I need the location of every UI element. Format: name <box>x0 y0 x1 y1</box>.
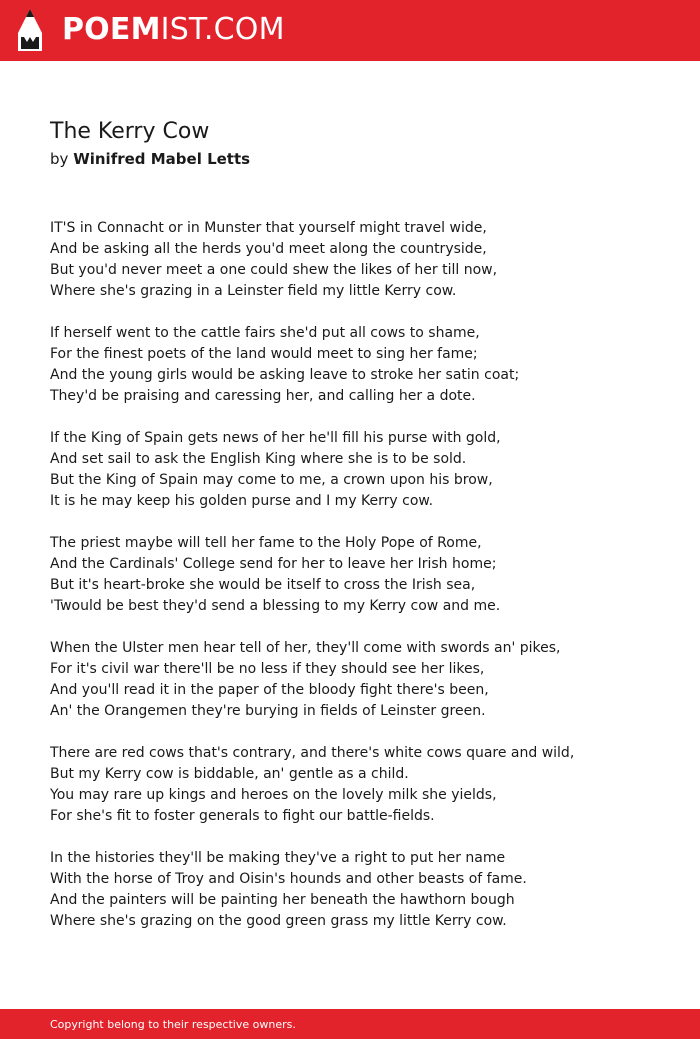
poem-line: If herself went to the cattle fairs she'd put all cows to shame, <box>50 325 480 341</box>
poem-author: Winifred Mabel Letts <box>73 150 251 168</box>
pencil-tip-icon[interactable] <box>18 9 42 51</box>
logo-light-text: IST.COM <box>160 12 285 47</box>
logo-bold-text: POEM <box>62 12 161 47</box>
poem-line: But my Kerry cow is biddable, an' gentle as a child. <box>50 766 409 782</box>
stanza <box>50 428 670 512</box>
poem-line: And the young girls would be asking leave to stroke her satin coat; <box>50 367 520 383</box>
site-logo[interactable] <box>62 12 285 48</box>
poem-line: Where she's grazing in a Leinster field my little Kerry cow. <box>50 283 457 299</box>
poem-line: And be asking all the herds you'd meet along the countryside, <box>50 241 487 257</box>
poem-body <box>50 218 670 953</box>
poem-line: IT'S in Connacht or in Munster that yourself might travel wide, <box>50 220 487 236</box>
poem-line: And set sail to ask the English King where she is to be sold. <box>50 451 467 467</box>
poem-title: The Kerry Cow <box>50 119 210 144</box>
stanza <box>50 638 670 722</box>
poem-line: But the King of Spain may come to me, a crown upon his brow, <box>50 472 493 488</box>
poem-line: And you'll read it in the paper of the bloody fight there's been, <box>50 682 489 698</box>
poem-line: They'd be praising and caressing her, and calling her a dote. <box>50 388 476 404</box>
poem-line: An' the Orangemen they're burying in fields of Leinster green. <box>50 703 486 719</box>
poem-line: The priest maybe will tell her fame to the Holy Pope of Rome, <box>50 535 482 551</box>
copyright-text: Copyright belong to their respective owners. <box>50 1018 296 1031</box>
poem-line: 'Twould be best they'd send a blessing to my Kerry cow and me. <box>50 598 501 614</box>
stanza <box>50 743 670 827</box>
poem-line: It is he may keep his golden purse and I my Kerry cow. <box>50 493 434 509</box>
poem-line: There are red cows that's contrary, and there's white cows quare and wild, <box>50 745 575 761</box>
poem-byline <box>50 148 250 170</box>
site-header <box>0 0 700 61</box>
poem-line: For she's fit to foster generals to fight our battle-fields. <box>50 808 435 824</box>
poem-line: For it's civil war there'll be no less if they should see her likes, <box>50 661 485 677</box>
poem-line: When the Ulster men hear tell of her, they'll come with swords an' pikes, <box>50 640 561 656</box>
poem-line: And the painters will be painting her beneath the hawthorn bough <box>50 892 515 908</box>
stanza <box>50 218 670 302</box>
poem-line: You may rare up kings and heroes on the lovely milk she yields, <box>50 787 497 803</box>
poem-line: And the Cardinals' College send for her to leave her Irish home; <box>50 556 497 572</box>
site-footer <box>0 1009 700 1039</box>
stanza <box>50 533 670 617</box>
poem-line: In the histories they'll be making they've a right to put her name <box>50 850 506 866</box>
stanza <box>50 848 670 932</box>
poem-line: But you'd never meet a one could shew the likes of her till now, <box>50 262 498 278</box>
poem-line: Where she's grazing on the good green grass my little Kerry cow. <box>50 913 507 929</box>
poem-line: With the horse of Troy and Oisin's hounds and other beasts of fame. <box>50 871 527 887</box>
poem-line: For the finest poets of the land would meet to sing her fame; <box>50 346 478 362</box>
poem-line: But it's heart-broke she would be itself to cross the Irish sea, <box>50 577 476 593</box>
poem-line: If the King of Spain gets news of her he'll fill his purse with gold, <box>50 430 501 446</box>
stanza <box>50 323 670 407</box>
byline-label: by <box>50 150 69 168</box>
